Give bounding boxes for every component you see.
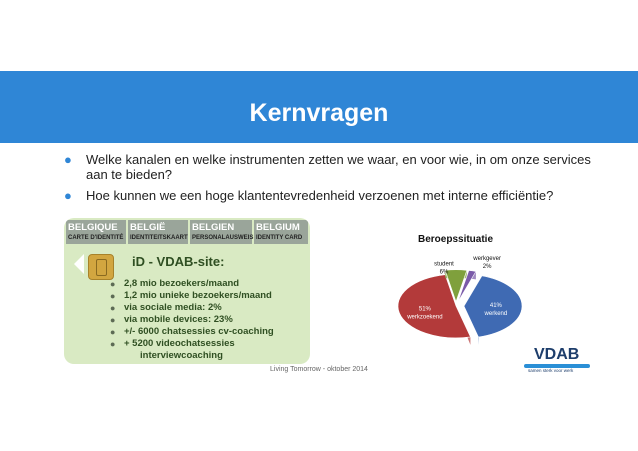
list-item: ● via mobile devices: 23% (110, 314, 233, 325)
tag-name: BELGIË (130, 222, 166, 233)
slice-value-label: 51% (418, 306, 431, 313)
list-item: ● 2,8 mio bezoekers/maand (110, 278, 240, 289)
footer-text: Living Tomorrow - oktober 2014 (270, 366, 368, 373)
list-item-text: Welke kanalen en welke instrumenten zetten we waar, en voor wie, in om onze services aan te bieden? (86, 152, 591, 182)
list-item-text: Hoe kunnen we een hoge klantentevredenheid verzoenen met interne efficiëntie? (86, 188, 554, 203)
vdab-logo (524, 346, 590, 374)
list-item: ● 1,2 mio unieke bezoekers/maand (110, 290, 272, 301)
id-card-header (64, 218, 310, 246)
bullet-dot-icon: ● (110, 315, 116, 325)
list-item: ● + 5200 videochatsessies (110, 338, 235, 349)
tag-sub: IDENTITEITSKAART (130, 235, 188, 241)
list-item: ● via sociale media: 2% (110, 302, 222, 313)
arrow-icon (74, 254, 84, 274)
id-card-tag (66, 220, 126, 244)
bullet-dot-icon: ● (110, 291, 116, 301)
stats-list (110, 278, 274, 362)
slice-value-label: 41% (489, 302, 502, 309)
id-card-tag (190, 220, 252, 244)
pie-chart (348, 226, 558, 356)
bullet-dot-icon: ● (64, 188, 72, 203)
sim-chip-icon (88, 254, 114, 280)
title-banner (0, 71, 638, 143)
list-item (64, 188, 604, 203)
bullet-dot-icon: ● (110, 327, 116, 337)
tag-name: BELGIUM (256, 222, 300, 233)
slice-value-label: 6% (439, 269, 449, 276)
chart-title: Beroepssituatie (418, 234, 494, 245)
id-card-panel (64, 218, 310, 364)
id-card-tag (254, 220, 308, 244)
logo-tagline: samen sterk voor werk (528, 368, 574, 373)
slice-name-label: werkgever (473, 255, 501, 262)
slice-name-label: student (434, 261, 454, 268)
slice-name-label: werkzoekend (407, 314, 443, 321)
bullet-dot-icon: ● (110, 279, 116, 289)
list-item (64, 152, 604, 182)
id-card-tag (128, 220, 188, 244)
list-item: ● +/- 6000 chatsessies cv-coaching (110, 326, 274, 337)
bullet-dot-icon: ● (64, 152, 72, 167)
tag-name: BELGIEN (192, 222, 235, 233)
list-item-continuation: interviewcoaching (140, 350, 223, 361)
bullet-dot-icon: ● (110, 339, 116, 349)
slice-value-label: 2% (482, 263, 492, 270)
logo-text: VDAB (534, 346, 580, 363)
question-list (64, 152, 604, 209)
slice-name-label: werkend (484, 310, 508, 317)
tag-sub: IDENTITY CARD (256, 235, 303, 241)
tag-sub: CARTE D'IDENTITÉ (68, 235, 124, 241)
tag-name: BELGIQUE (68, 222, 118, 233)
tag-sub: PERSONALAUSWEIS (192, 235, 254, 241)
page-title: Kernvragen (249, 99, 389, 127)
id-card-title: iD - VDAB-site: (132, 254, 225, 269)
bullet-dot-icon: ● (110, 303, 116, 313)
